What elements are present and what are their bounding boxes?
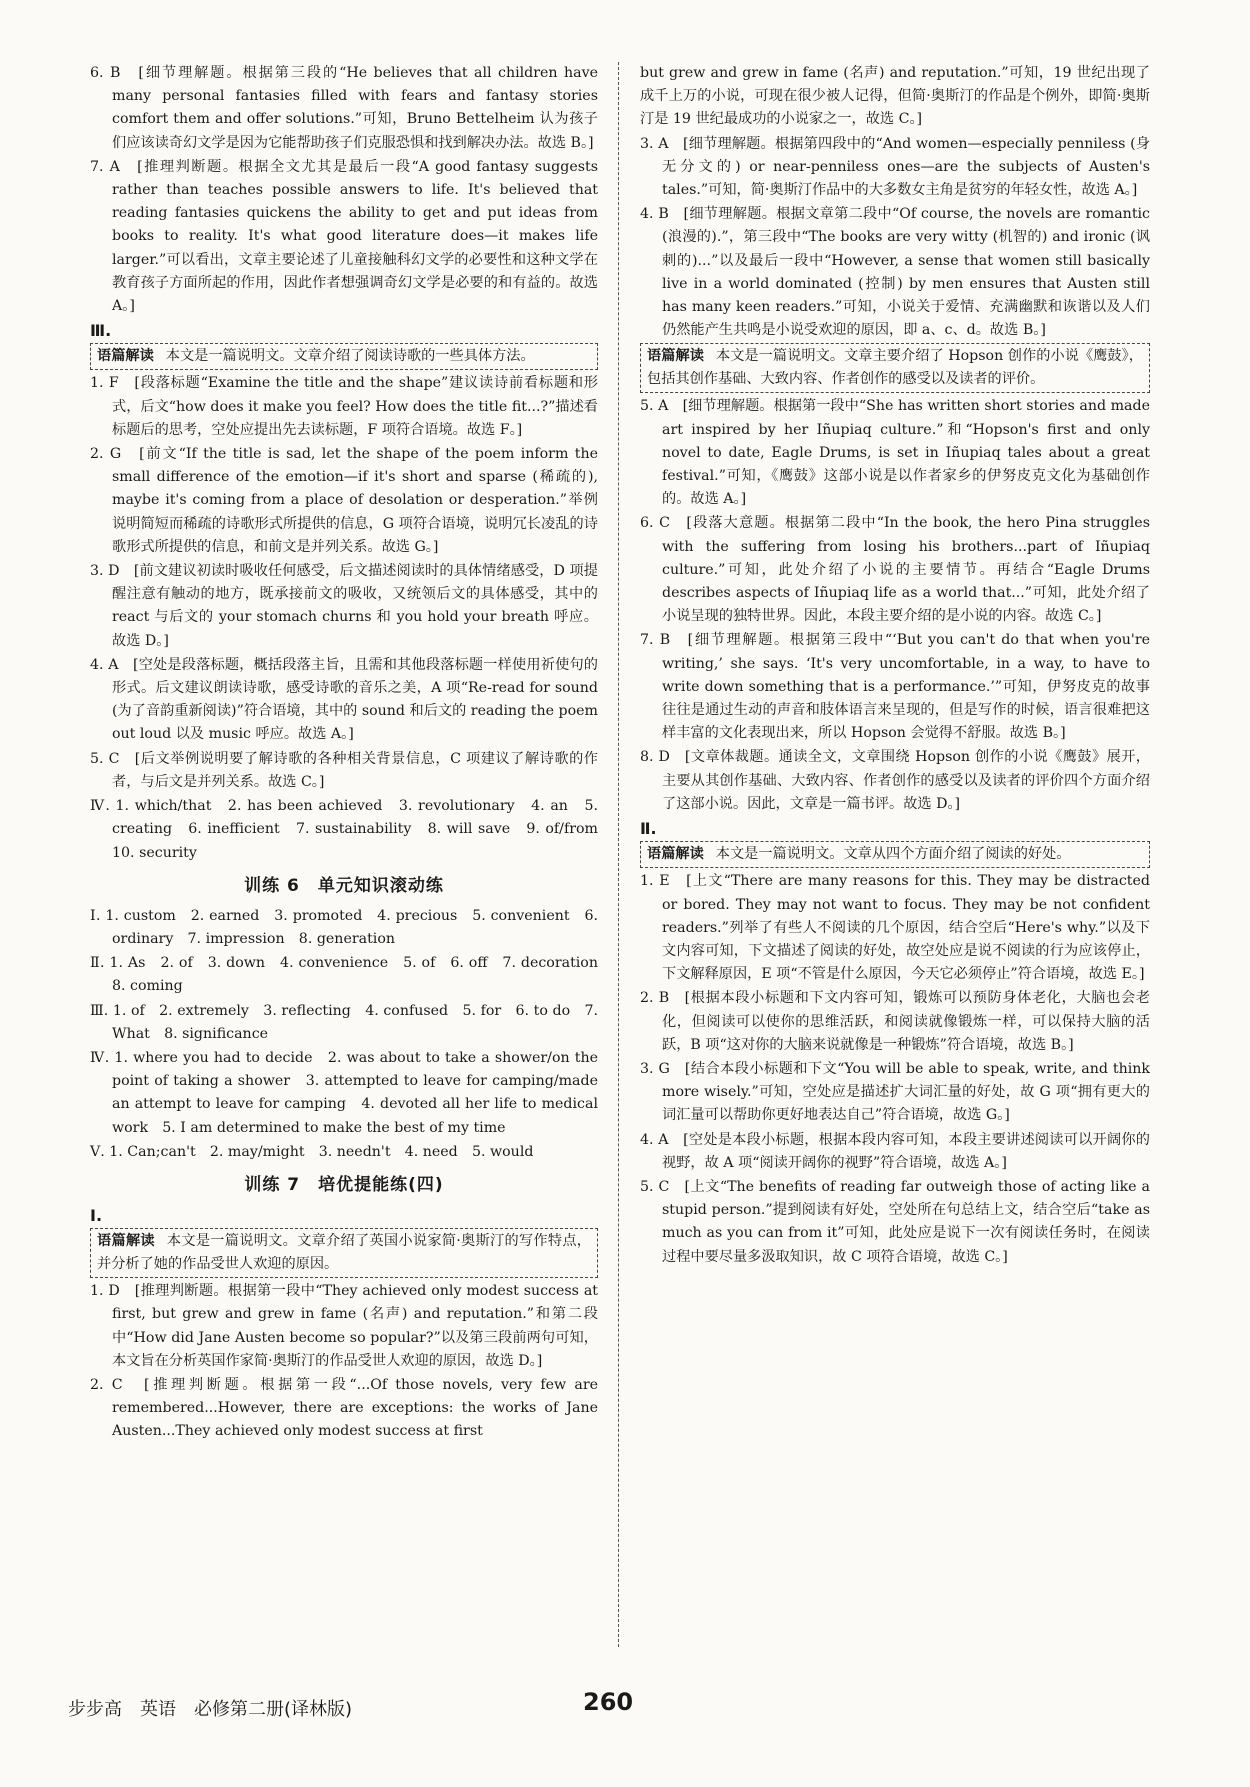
answer-explanation: 2. B [根据本段小标题和下文内容可知，锻炼可以预防身体老化，大脑也会老化，但阅读可以使你的思维活跃，和阅读就像锻炼一样，可以保持大脑的活跃，B 项“这对你的大脑来说就像是一种锻炼”符合语境，故选 B。] [640,990,1150,1053]
section-numeral: Ⅰ. [90,1205,103,1225]
column-divider [618,62,619,1647]
answer-explanation: 2. G [前文“If the title is sad, let the shape of the poem inform the small difference of the emotion—if it's short and sparse (稀疏的), maybe it's coming from a place of desolation or desperation.”举例说明简短而稀疏的诗歌形式所提供的信息，G 项符合语境，说明冗长凌乱的诗歌形式所提供的信息，和前文是并列关系。故选 G。] [90,446,598,555]
answer-explanation: 4. A [空处是本段小标题，根据本段内容可知，本段主要讲述阅读可以开阔你的视野，故 A 项“阅读开阔你的视野”符合语境，故选 A。] [640,1131,1150,1171]
passage-summary-box [90,1228,598,1278]
answer-explanation: 2. C [推理判断题。根据第一段“...Of those novels, very few are remembered...However, there are exceptions: the works of Jane Austen...They achieved only modest success at first [90,1376,598,1440]
answer-list: Ⅲ. 1. of 2. extremely 3. reflecting 4. confused 5. for 6. to do 7. What 8. significance [90,1002,598,1042]
passage-summary-tag: 语篇解读 [647,846,704,863]
section-title-training-7: 训练 7 培优提能练(四) [244,1174,444,1195]
answer-list: Ⅱ. 1. As 2. of 3. down 4. convenience 5. of 6. off 7. decoration 8. coming [90,955,613,995]
answer-explanation: 1. F [段落标题“Examine the title and the shape”建议读诗前看标题和形式，后文“how does it make you feel? How does the title fit...?”描述看标题后的思考，空处应提出先去读标题，F 项符合语境。故选 F。] [90,375,598,438]
book-title-footer: 步步高 英语 必修第二册(译林版) [68,1699,353,1720]
answer-explanation: 6. C [段落大意题。根据第二段中“In the book, the hero Pina struggles with the suffering from losing his brothers...part of Iñupiaq culture.”可知，此处介绍了小说的主要情节。再结合“Eagle Drums describes aspects of Iñupiaq life as a world that...”可知，此处介绍了小说呈现的独特世界。因此，本段主要介绍的是小说的内容。故选 C。] [640,515,1150,625]
passage-summary-text: 本文是一篇说明文。文章介绍了英国小说家简·奥斯汀的写作特点，并分析了她的作品受世人欢迎的原因。 [97,1233,591,1273]
left-column [90,62,613,1445]
answer-explanation: 8. D [文章体裁题。通读全文，文章围绕 Hopson 创作的小说《鹰鼓》展开，主要从其创作基础、大致内容、作者创作的感受以及读者的评价四个方面介绍了这部小说。因此，文章是一篇书评。故选 D。] [640,749,1150,812]
passage-summary-text: 本文是一篇说明文。文章介绍了阅读诗歌的一些具体方法。 [165,348,535,365]
answer-explanation: 3. G [结合本段小标题和下文“You will be able to speak, write, and think more wisely.”可知，空处应是描述扩大词汇量的好处，故 G 项“拥有更大的词汇量可以帮助你更好地表达自己”符合语境，故选 G。] [640,1060,1150,1124]
answer-explanation: 6. B [细节理解题。根据第三段的“He believes that all children have many personal fantasies filled with fears and fantasy stories comfort them and offer solutions.”可知，Bruno Bettelheim 认为孩子们应该读奇幻文学是因为它能帮助孩子们克服恐惧和找到解决办法。故选 B。] [90,65,598,151]
passage-summary-box [640,841,1150,868]
passage-summary-text: 本文是一篇说明文。文章从四个方面介绍了阅读的好处。 [715,846,1071,863]
answer-explanation: 1. E [上文“There are many reasons for this. They may be distracted or bored. They may not want to focus. They may be not confident readers.”列举了有些人不阅读的几个原因，结合空后“Here's why.”以及下文内容可知，下文描述了阅读的好处，故空处应是说不阅读的行为应该停止，下文解释原因，E 项“不管是什么原因，今天它必须停止”符合语境，故选 E。] [640,873,1150,983]
page-number: 260 [583,1688,634,1716]
answer-explanation: 7. B [细节理解题。根据第三段中“‘But you can't do that when you're writing,’ she says. ‘It's very uncomfortable, in a way, to have to write down something that is a performance.’”可知，伊努皮克的故事往往是通过生动的声音和肢体语言来呈现的，但是写作的时候，语言很难把这样丰富的文化表现出来，所以 Hopson 会觉得不舒服。故选 B。] [640,632,1150,742]
answer-explanation: 7. A [推理判断题。根据全文尤其是最后一段“A good fantasy suggests rather than teaches possible answers to life. It's believed that reading fantasies quickens the ability to get and put ideas from books to reality. It's what good literature does—it makes life larger.”可以看出，文章主要论述了儿童接触科幻文学的必要性和这种文学在教育孩子方面所起的作用，因此作者想强调奇幻文学是必要的和有益的。故选 A。] [90,158,598,315]
answer-list: Ⅴ. 1. Can;can't 2. may/might 3. needn't 4. need 5. would [90,1143,534,1160]
answer-explanation: 5. C [后文举例说明要了解诗歌的各种相关背景信息，C 项建议了解诗歌的作者，与后文是并列关系。故选 C。] [90,750,598,790]
answer-explanation: 4. B [细节理解题。根据文章第二段中“Of course, the novels are romantic (浪漫的).”，第三段中“The books are very witty (机智的) and ironic (讽刺的)...”以及最后一段中“However, a sense that women still basically live in a world dominated (控制) by men ensures that Austen still has many keen readers.”可知，小说关于爱情、充满幽默和诙谐以及人们仍然能产生共鸣是小说受欢迎的原因，即 a、c、d。故选 B。] [640,206,1150,339]
passage-summary-tag: 语篇解读 [97,348,154,365]
section-numeral: Ⅱ. [640,819,657,839]
answer-explanation: 1. D [推理判断题。根据第一段中“They achieved only modest success at first, but grew and grew in fame (名声) and reputation.”和第二段中“How did Jane Austen become so popular?”以及第三段前两句可知，本文旨在分析英国作家简·奥斯汀的作品受世人欢迎的原因，故选 D。] [90,1283,598,1369]
right-column [640,62,1150,1270]
passage-summary-tag: 语篇解读 [97,1233,155,1250]
answer-explanation: 5. C [上文“The benefits of reading far outweigh those of acting like a stupid person.”提到阅读有好处，空处所在句总结上文，结合空后“take as much as you can from it”可知，此处应是说下一次有阅读任务时，在阅读过程中要尽量多汲取知识，故 C 项符合语境，故选 C。] [640,1178,1150,1265]
answer-explanation: 5. A [细节理解题。根据第一段中“She has written short stories and made art inspired by her Iñupiaq culture.”和“Hopson's first and only novel to date, Eagle Drums, is set in Iñupiaq tales about a great festival.”可知，《鹰鼓》这部小说是以作者家乡的伊努皮克文化为基础创作的。故选 A。] [640,398,1150,508]
answer-list: Ⅳ. 1. which/that 2. has been achieved 3. revolutionary 4. an 5. creating 6. inefficient 7. sustainability 8. will save 9. of/from 10. security [90,798,613,861]
passage-summary-box [90,343,598,370]
answer-explanation: but grew and grew in fame (名声) and reputation.”可知，19 世纪出现了成千上万的小说，可现在很少被人记得，但简·奥斯汀的作品是个例外，即简·奥斯汀是 19 世纪最成功的小说家之一，故选 C。] [640,65,1150,128]
section-title-training-6: 训练 6 单元知识滚动练 [244,875,444,896]
passage-summary-tag: 语篇解读 [647,348,704,365]
answer-list: Ⅰ. 1. custom 2. earned 3. promoted 4. precious 5. convenient 6. ordinary 7. impression 8. generation [90,907,598,947]
answer-explanation: 3. D [前文建议初读时吸收任何感受，后文描述阅读时的具体情绪感受，D 项提醒注意有触动的地方，既承接前文的吸收，又统领后文的具体感受，其中的 react 与后文的 your stomach churns 和 you hold your breath 呼应。故选 D。] [90,563,598,649]
answer-explanation: 4. A [空处是段落标题，概括段落主旨，且需和其他段落标题一样使用祈使句的形式。后文建议朗读诗歌，感受诗歌的音乐之美，A 项“Re-read for sound (为了音韵重新阅读)”符合语境，其中的 sound 和后文的 reading the poem out loud 以及 music 呼应。故选 A。] [90,656,598,743]
passage-summary-text: 本文是一篇说明文。文章主要介绍了 Hopson 创作的小说《鹰鼓》，包括其创作基础、大致内容、作者创作的感受以及读者的评价。 [647,348,1143,388]
section-numeral: Ⅲ. [90,321,112,341]
passage-summary-box [640,343,1150,393]
answer-explanation: 3. A [细节理解题。根据第四段中的“And women—especially penniless (身无分文的) or near-penniless ones—are the subjects of Austen's tales.”可知，简·奥斯汀作品中的大多数女主角是贫穷的年轻女性，故选 A。] [640,135,1150,199]
answer-list: Ⅳ. 1. where you had to decide 2. was about to take a shower/on the point of taking a shower 3. attempted to leave for camping/made an attempt to leave for camping 4. devoted all her life to medical work 5. I am determined to make the best of my time [90,1049,598,1136]
